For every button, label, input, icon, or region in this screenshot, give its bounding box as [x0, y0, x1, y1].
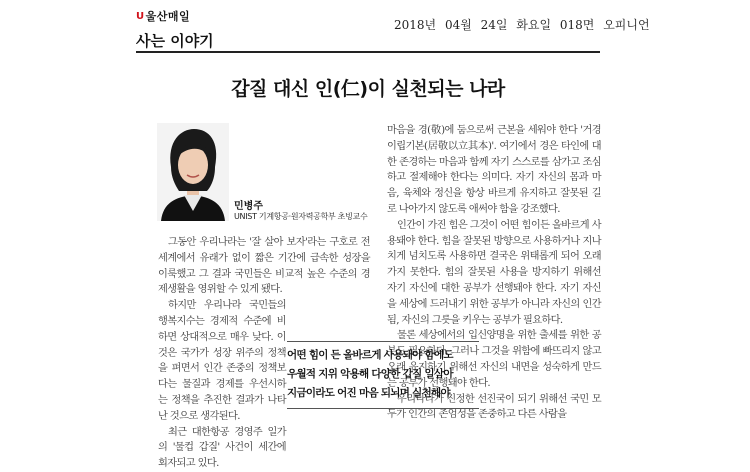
pull-quote-line: 지금이라도 어진 마음 되뇌며 실천해야 [287, 387, 450, 399]
paragraph: 하지만 우리나라 국민들의 행복지수는 경제적 수준에 비하면 상대적으로 매우 낮다. 이것은 국가가 성장 위주의 정책을 펴면서 인간 존중의 정책보다는 물질과 경제를 우선시하는 정책을 추진한 결과가 나타난 것으로 생각된다. [158, 300, 286, 422]
pull-quote-line: 어떤 힘이 든 올바르게 사용돼야 함에도 [287, 349, 453, 361]
paragraph: 우리나라가 진정한 선진국이 되기 위해선 국민 모두가 인간의 존엄성을 존중하고 다른 사람을 [387, 393, 601, 421]
paragraph: 그동안 우리나라는 '잘 살아 보자'라는 구호로 전 세계에서 유래가 없이 짧은 기간에 급속한 성장을 이룩했고 그 결과 국민들은 비교적 높은 수준의 경제생활을 영위할 수 있게 됐다. [158, 237, 370, 296]
author-name: 민병주 [234, 201, 263, 212]
dateline: 2018년 04월 24일 화요일 018면 오피니언 [394, 18, 650, 32]
paragraph: 마음을 경(敬)에 둠으로써 근본을 세워야 한다 '거경이립기본(居敬以立其本)'. 여기에서 경은 타인에 대한 존경하는 마음과 함께 자기 스스로를 삼가고 조심하고 절제해야 한다는 의미다. 자기 자신의 몸과 마음, 육체와 정신을 항상 바르게 유지하고 잘못된 길로 나아가지 않도록 애써야 함을 강조했다. [387, 125, 601, 215]
pull-quote-rule-top [287, 341, 479, 342]
logo-text: 울산매일 [145, 10, 191, 23]
author-title: UNIST 기계항공·원자력공학부 초빙교수 [234, 212, 368, 221]
pull-quote [287, 346, 479, 403]
newspaper-logo [136, 8, 190, 24]
masthead-rule [136, 51, 600, 53]
paragraph: 물론 세상에서의 입신양명을 위한 출세를 위한 공부도 필요하다. 그러나 그것을 위함에 빠뜨리지 않고 오래 유지하기 위해선 자신의 내면을 성숙하게 만드는 공부가 선행돼야 한다. [387, 330, 601, 389]
author-photo [157, 123, 229, 221]
paragraph: 최근 대한항공 경영주 일가의 '물컵 갑질' 사건이 세간에 회자되고 있다. [158, 426, 286, 470]
section-title: 사는 이야기 [136, 32, 214, 50]
author-portrait-icon [157, 123, 229, 221]
article-headline: 갑질 대신 인(仁)이 실천되는 나라 [231, 78, 505, 100]
paragraph: 인간이 가진 힘은 그것이 어떤 힘이든 올바르게 사용돼야 한다. 힘을 잘못된 방향으로 사용하거나 지나치게 넘치도록 사용하면 결국은 위태롭게 되어 오래가지 못한다. 힘의 잘못된 사용을 방지하기 위해선 자기 자신에 대한 공부가 선행돼야 한다. 자기 자신을 세상에 드러내기 위한 공부가 아니라 자신의 인간됨, 자신의 그릇을 키우는 공부가 필요하다. [387, 219, 601, 326]
pull-quote-line: 우월적 지위 악용해 다양한 갑질 일삼아 [287, 368, 453, 380]
logo-mark: U [136, 11, 145, 22]
pull-quote-rule-bottom [287, 408, 479, 409]
